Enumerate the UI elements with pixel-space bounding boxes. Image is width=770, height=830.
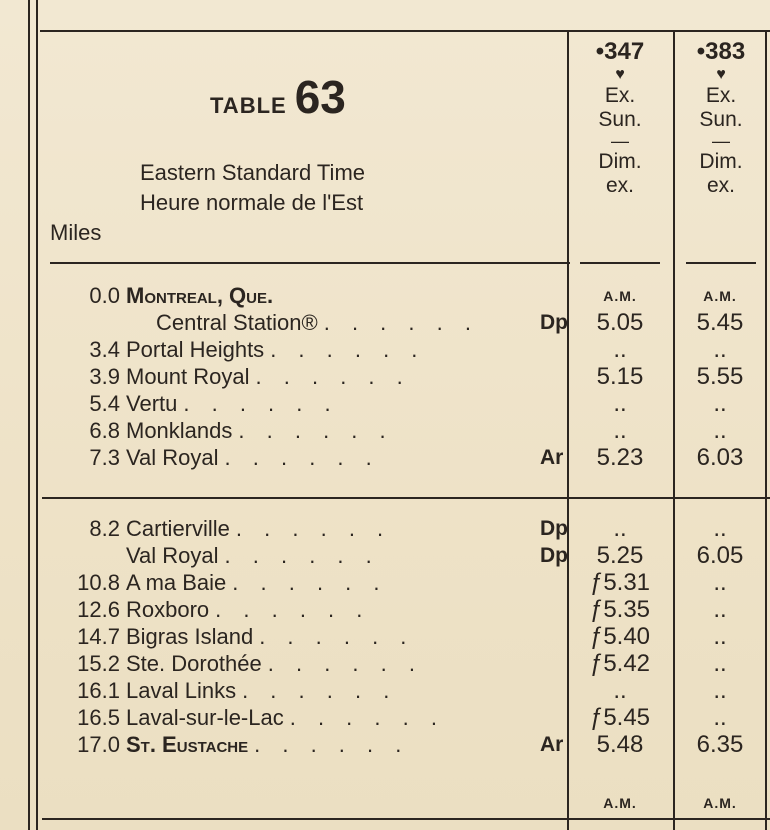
- table-row: [50, 309, 479, 336]
- row-station: Val Royal: [126, 445, 219, 470]
- time-train-383: 6.03: [696, 444, 744, 471]
- row-miles: 6.8: [89, 418, 120, 443]
- time-train-383: ..: [713, 623, 727, 650]
- train-number: •347: [595, 38, 645, 65]
- time-train-383: ..: [713, 336, 727, 363]
- row-station: Vertu: [126, 391, 178, 416]
- subtitle-english: Eastern Standard Time: [140, 160, 366, 185]
- row-station: Portal Heights: [126, 337, 265, 362]
- row-code: Dp: [540, 311, 568, 334]
- leader-dots: . . . . . .: [323, 310, 479, 335]
- row-miles: 17.0: [77, 732, 120, 757]
- table-row: [50, 704, 445, 731]
- row-station: Ste. Dorothée: [126, 651, 262, 676]
- leader-dots: . . . . . .: [267, 651, 423, 676]
- time-train-383: 6.05: [696, 542, 744, 569]
- row-miles: 14.7: [77, 624, 120, 649]
- header-rule-col2: [686, 262, 756, 264]
- table-title: [210, 70, 346, 126]
- time-train-347: ƒ5.45: [589, 704, 651, 731]
- time-train-347: 5.23: [596, 444, 644, 471]
- time-train-347: ƒ5.40: [589, 623, 651, 650]
- leader-dots: . . . . . .: [183, 391, 339, 416]
- row-miles: 16.5: [77, 705, 120, 730]
- row-miles: 3.9: [89, 364, 120, 389]
- row-code: Ar: [540, 733, 564, 756]
- row-miles: 15.2: [77, 651, 120, 676]
- am-label-bottom-347: A.M.: [603, 795, 637, 811]
- time-train-347: ƒ5.42: [589, 650, 651, 677]
- am-label-bottom-383: A.M.: [703, 795, 737, 811]
- days-en-2: Sun.: [699, 108, 743, 131]
- time-train-383: ..: [713, 704, 727, 731]
- row-code: Dp: [540, 517, 568, 540]
- table-row: [50, 677, 397, 704]
- row-miles: 3.4: [89, 337, 120, 362]
- row-code: Dp: [540, 544, 568, 567]
- time-train-383: 5.45: [696, 309, 744, 336]
- time-train-347: ..: [613, 336, 627, 363]
- table-number: 63: [294, 71, 346, 123]
- row-station: Roxboro: [126, 597, 210, 622]
- time-train-383: 6.35: [696, 731, 744, 758]
- header-dash: —: [611, 131, 629, 151]
- leader-dots: . . . . . .: [215, 597, 371, 622]
- row-miles: 7.3: [89, 445, 120, 470]
- time-train-383: ..: [713, 677, 727, 704]
- time-train-347: ..: [613, 677, 627, 704]
- table-row: [50, 623, 414, 650]
- time-train-347: ..: [613, 390, 627, 417]
- leader-dots: . . . . . .: [270, 337, 426, 362]
- time-train-347: 5.25: [596, 542, 644, 569]
- am-label-top-347: A.M.: [603, 288, 637, 304]
- time-train-347: ..: [613, 417, 627, 444]
- row-miles: 0.0: [89, 283, 120, 308]
- row-station: Monklands: [126, 418, 233, 443]
- left-border-inner: [36, 0, 38, 830]
- time-train-383: 5.55: [696, 363, 744, 390]
- leader-dots: . . . . . .: [289, 705, 445, 730]
- days-fr-2: ex.: [605, 174, 634, 197]
- days-en-2: Sun.: [598, 108, 642, 131]
- days-fr-1: Dim.: [699, 150, 743, 173]
- row-station: A ma Baie: [126, 570, 227, 595]
- row-station: Bigras Island: [126, 624, 254, 649]
- header-dash: —: [712, 131, 730, 151]
- leader-dots: . . . . . .: [255, 364, 411, 389]
- table-row: [50, 596, 370, 623]
- table-title-word: TABLE: [210, 93, 287, 118]
- table-row: [50, 417, 394, 444]
- row-station: St. Eustache: [126, 732, 249, 757]
- row-station: Laval-sur-le-Lac: [126, 705, 284, 730]
- row-miles: 12.6: [77, 597, 120, 622]
- days-en-1: Ex.: [705, 84, 737, 107]
- row-station: Montreal, Que.: [126, 283, 274, 308]
- time-train-347: ..: [613, 515, 627, 542]
- heart-icon: ♥: [615, 66, 625, 83]
- row-station: Val Royal: [126, 543, 219, 568]
- col-divider-left: [567, 30, 569, 830]
- row-station: Mount Royal: [126, 364, 250, 389]
- time-train-347: ƒ5.35: [589, 596, 651, 623]
- top-rule: [40, 30, 770, 32]
- time-train-383: ..: [713, 515, 727, 542]
- row-station: Laval Links: [126, 678, 237, 703]
- table-row: [50, 336, 425, 363]
- bottom-rule: [42, 818, 770, 820]
- row-miles: 5.4: [89, 391, 120, 416]
- time-train-383: ..: [713, 650, 727, 677]
- time-train-383: ..: [713, 569, 727, 596]
- table-row: [50, 363, 411, 390]
- group-rule: [42, 497, 770, 499]
- row-miles: 10.8: [77, 570, 120, 595]
- am-label-top-383: A.M.: [703, 288, 737, 304]
- table-row: [50, 731, 409, 758]
- time-train-347: 5.48: [596, 731, 644, 758]
- time-train-347: 5.15: [596, 363, 644, 390]
- leader-dots: . . . . . .: [254, 732, 410, 757]
- leader-dots: . . . . . .: [235, 516, 392, 541]
- subtitle-french: Heure normale de l'Est: [140, 190, 364, 215]
- heart-icon: ♥: [716, 66, 726, 83]
- leader-dots: . . . . . .: [224, 445, 380, 470]
- train-header-347: [570, 38, 670, 198]
- row-miles: 8.2: [89, 516, 120, 541]
- miles-label: Miles: [50, 220, 102, 245]
- leader-dots: . . . . . .: [232, 570, 388, 595]
- table-row: [50, 569, 388, 596]
- header-rule-col1: [580, 262, 660, 264]
- table-row: [50, 515, 391, 542]
- days-en-1: Ex.: [604, 84, 636, 107]
- table-row: [50, 650, 423, 677]
- row-code: Ar: [540, 446, 564, 469]
- leader-dots: . . . . . .: [259, 624, 415, 649]
- row-miles: 16.1: [77, 678, 120, 703]
- days-fr-1: Dim.: [598, 150, 642, 173]
- leader-dots: . . . . . .: [242, 678, 398, 703]
- train-number: •383: [696, 38, 746, 65]
- header-rule: [50, 262, 570, 264]
- table-row: [50, 444, 380, 471]
- row-station: Cartierville: [126, 516, 230, 541]
- table-row: [50, 542, 380, 569]
- row-station: Central Station®: [156, 310, 318, 335]
- days-fr-2: ex.: [706, 174, 735, 197]
- time-train-347: 5.05: [596, 309, 644, 336]
- time-train-383: ..: [713, 417, 727, 444]
- table-row: [50, 282, 273, 309]
- time-train-383: ..: [713, 596, 727, 623]
- time-train-347: ƒ5.31: [589, 569, 651, 596]
- leader-dots: . . . . . .: [238, 418, 394, 443]
- table-row: [50, 390, 339, 417]
- left-border: [28, 0, 30, 830]
- leader-dots: . . . . . .: [224, 543, 380, 568]
- time-train-383: ..: [713, 390, 727, 417]
- train-header-383: [676, 38, 766, 198]
